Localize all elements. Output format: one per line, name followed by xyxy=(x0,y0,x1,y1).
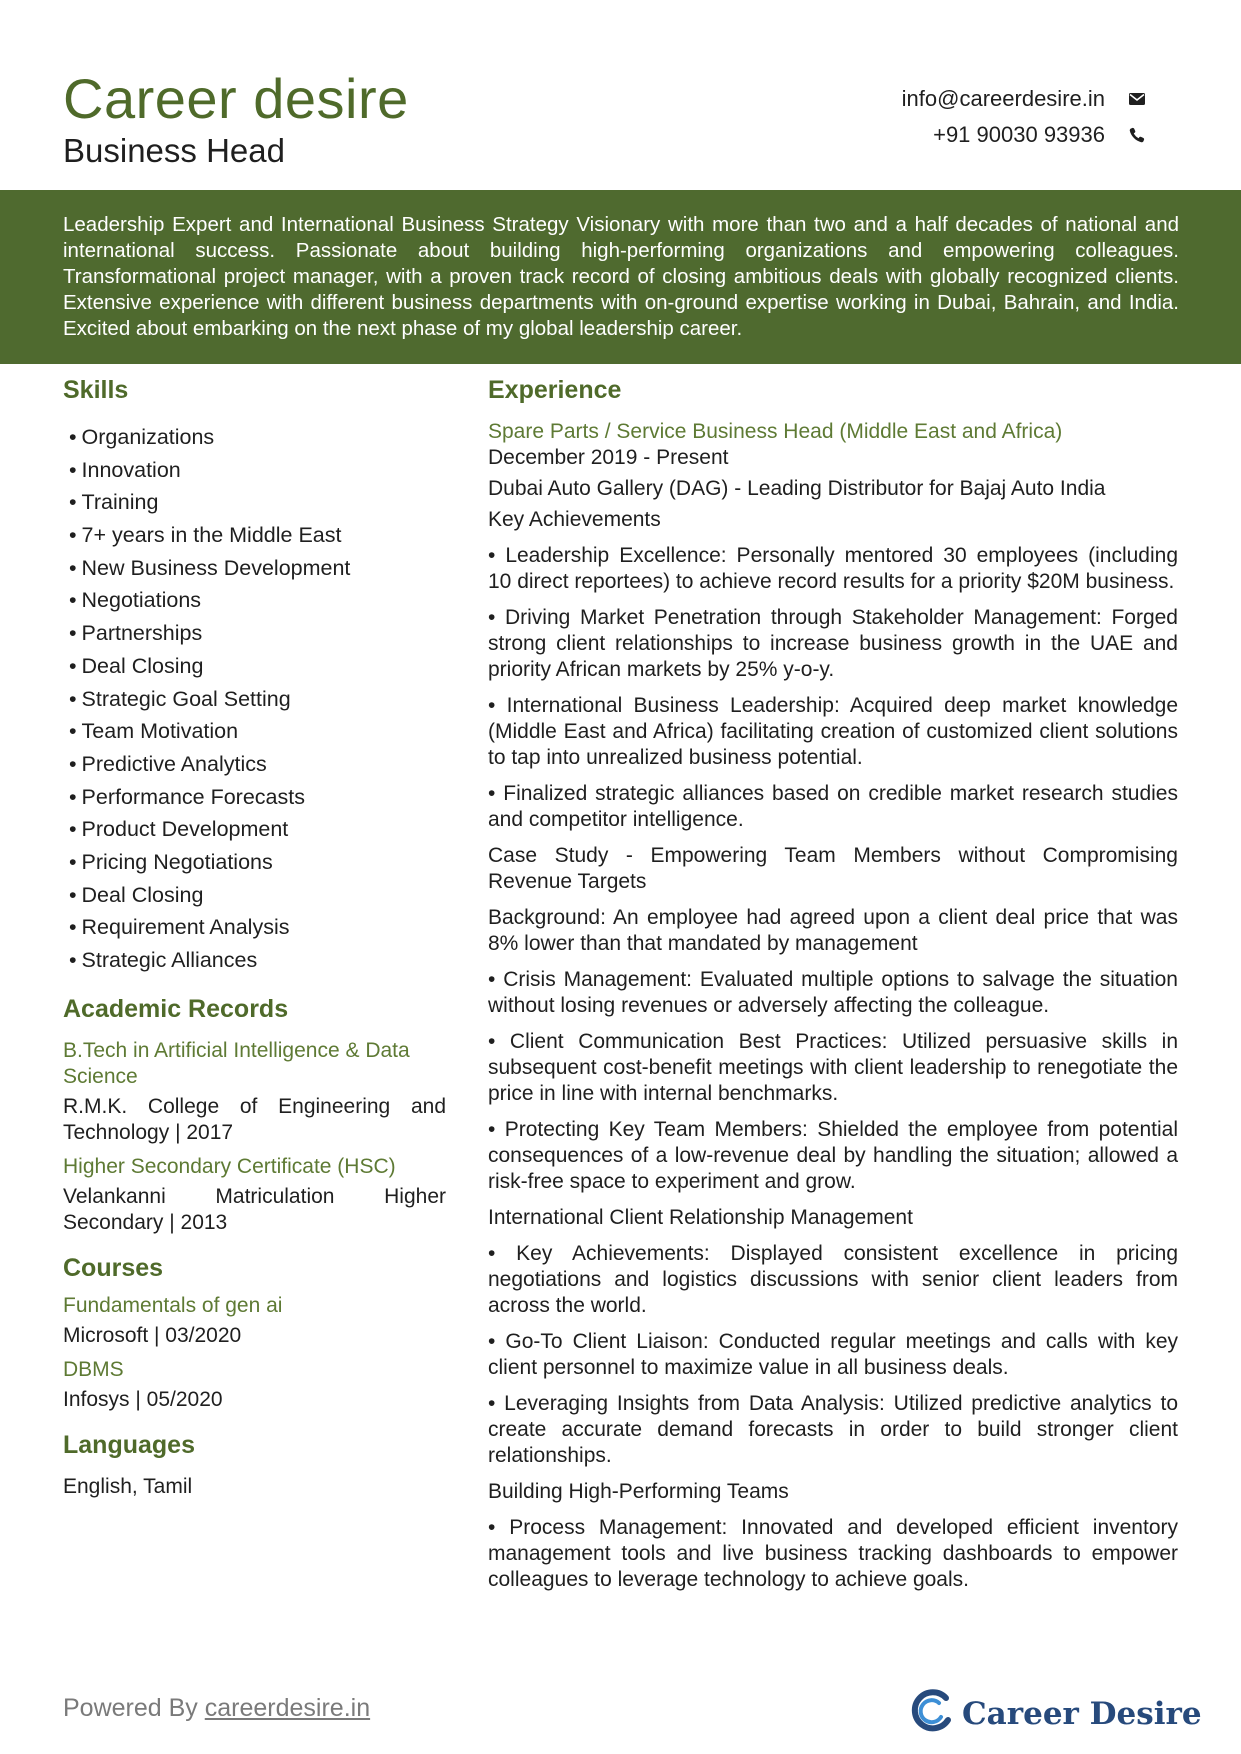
languages-text: English, Tamil xyxy=(63,1474,193,1498)
envelope-icon xyxy=(1117,93,1145,105)
candidate-role: Business Head xyxy=(63,132,285,169)
contact-email[interactable] xyxy=(902,86,1145,112)
courses-section xyxy=(63,1254,446,1413)
degree-title: Higher Secondary Certificate (HSC) xyxy=(63,1154,396,1178)
achievement-item: • International Business Leadership: Acquired deep market knowledge (Middle East and Africa) facilitating creation of customized client solutions to tap into unrealized business potential. xyxy=(488,694,1178,769)
case-background: Background: An employee had agreed upon a client deal price that was 8% lower than that mandated by management xyxy=(488,906,1178,955)
candidate-name: Career desire xyxy=(63,67,409,130)
skill-item: • Organizations xyxy=(63,421,446,454)
languages-heading: Languages xyxy=(63,1430,195,1459)
skill-item: • Training xyxy=(63,486,446,519)
skill-item: • Deal Closing xyxy=(63,879,446,912)
logo-mark-icon xyxy=(908,1688,954,1739)
logo-text: Career Desire xyxy=(962,1695,1202,1732)
achievement-item: • Protecting Key Team Members: Shielded the employee from potential consequences of a low-revenue deal by handling the situation; allowed a risk-free space to experiment and grow. xyxy=(488,1118,1178,1193)
case-study-title: Case Study - Empowering Team Members without Compromising Revenue Targets xyxy=(488,844,1178,893)
footer-link[interactable]: careerdesire.in xyxy=(204,1694,371,1722)
achievement-item: • Driving Market Penetration through Stakeholder Management: Forged strong client relationships to increase business growth in the UAE and priority African markets by 25% y-o-y. xyxy=(488,606,1178,681)
experience-heading: Experience xyxy=(488,376,622,404)
skill-item: • Pricing Negotiations xyxy=(63,846,446,879)
course-name: DBMS xyxy=(63,1357,124,1381)
achievement-item: • Key Achievements: Displayed consistent excellence in pricing negotiations and logistics discussions with senior client leaders from across the world. xyxy=(488,1242,1178,1317)
summary-text: Leadership Expert and International Business Strategy Visionary with more than two and a half decades of national and international success. Passionate about building high-performing organizations and empowering colleagues. Transformational project manager, with a proven track record of closing ambitious deals with globally recognized clients. Extensive experience with different business departments with on-ground expertise working in Dubai, Bahrain, and India. Excited about embarking on the next phase of my global leadership career. xyxy=(63,213,1179,340)
degree-school: R.M.K. College of Engineering and Technology | 2017 xyxy=(63,1094,446,1144)
languages-section xyxy=(63,1431,446,1500)
achievement-item: • Client Communication Best Practices: Utilized persuasive skills in subsequent cost-benefit meetings with client leadership to renegotiate the price in line with internal benchmarks. xyxy=(488,1030,1178,1105)
powered-by-label: Powered By xyxy=(63,1694,198,1722)
skill-item: • Strategic Alliances xyxy=(63,944,446,977)
email-text[interactable]: info@careerdesire.in xyxy=(901,86,1105,111)
achievement-item: • Finalized strategic alliances based on credible market research studies and competitor intelligence. xyxy=(488,782,1178,831)
degree-school: Velankanni Matriculation Higher Secondary | 2013 xyxy=(63,1184,446,1234)
contact-phone[interactable] xyxy=(933,122,1145,148)
left-column xyxy=(63,376,446,1500)
skill-item: • New Business Development xyxy=(63,552,446,585)
skill-item: • Predictive Analytics xyxy=(63,748,446,781)
skill-item: • Requirement Analysis xyxy=(63,911,446,944)
skill-item: • Product Development xyxy=(63,813,446,846)
academic-section xyxy=(63,995,446,1236)
achievement-item: • Leadership Excellence: Personally mentored 30 employees (including 10 direct reportees) to achieve record results for a priority $20M business. xyxy=(488,544,1178,593)
skill-item: • Deal Closing xyxy=(63,650,446,683)
skill-item: • 7+ years in the Middle East xyxy=(63,519,446,552)
achievement-item: • Process Management: Innovated and developed efficient inventory management tools and live business tracking dashboards to empower colleagues to leverage technology to achieve goals. xyxy=(488,1516,1178,1591)
subsection-title: Building High-Performing Teams xyxy=(488,1480,789,1503)
key-achievements-label: Key Achievements xyxy=(488,508,661,531)
course-provider: Infosys | 05/2020 xyxy=(63,1387,223,1411)
experience-column xyxy=(488,376,1178,1593)
phone-text[interactable]: +91 90030 93936 xyxy=(933,122,1105,147)
resume-header xyxy=(0,0,1241,190)
phone-icon xyxy=(1117,127,1145,143)
footer-powered-by xyxy=(63,1694,370,1723)
skill-item: • Partnerships xyxy=(63,617,446,650)
skill-item: • Team Motivation xyxy=(63,715,446,748)
subsection-title: International Client Relationship Management xyxy=(488,1206,913,1229)
course-name: Fundamentals of gen ai xyxy=(63,1293,283,1317)
summary-banner xyxy=(0,190,1241,364)
degree-title: B.Tech in Artificial Intelligence & Data Science xyxy=(63,1038,410,1088)
skill-item: • Negotiations xyxy=(63,584,446,617)
skills-list xyxy=(63,421,446,977)
courses-heading: Courses xyxy=(63,1253,164,1282)
achievement-item: • Crisis Management: Evaluated multiple options to salvage the situation without losing revenues or adversely affecting the colleague. xyxy=(488,968,1178,1017)
course-provider: Microsoft | 03/2020 xyxy=(63,1323,242,1347)
achievement-item: • Leveraging Insights from Data Analysis: Utilized predictive analytics to create accurate demand forecasts in order to build stronger client relationships. xyxy=(488,1392,1178,1467)
job-title: Spare Parts / Service Business Head (Middle East and Africa) xyxy=(488,420,1063,443)
job-dates: December 2019 - Present xyxy=(488,446,729,469)
academic-heading: Academic Records xyxy=(63,994,289,1023)
skill-item: • Performance Forecasts xyxy=(63,781,446,814)
job-company: Dubai Auto Gallery (DAG) - Leading Distributor for Bajaj Auto India xyxy=(488,477,1106,500)
achievement-item: • Go-To Client Liaison: Conducted regular meetings and calls with key client personnel to maximize value in all business deals. xyxy=(488,1330,1178,1379)
skill-item: • Strategic Goal Setting xyxy=(63,683,446,716)
career-desire-logo xyxy=(908,1688,1202,1739)
skill-item: • Innovation xyxy=(63,454,446,487)
skills-heading: Skills xyxy=(63,376,129,404)
